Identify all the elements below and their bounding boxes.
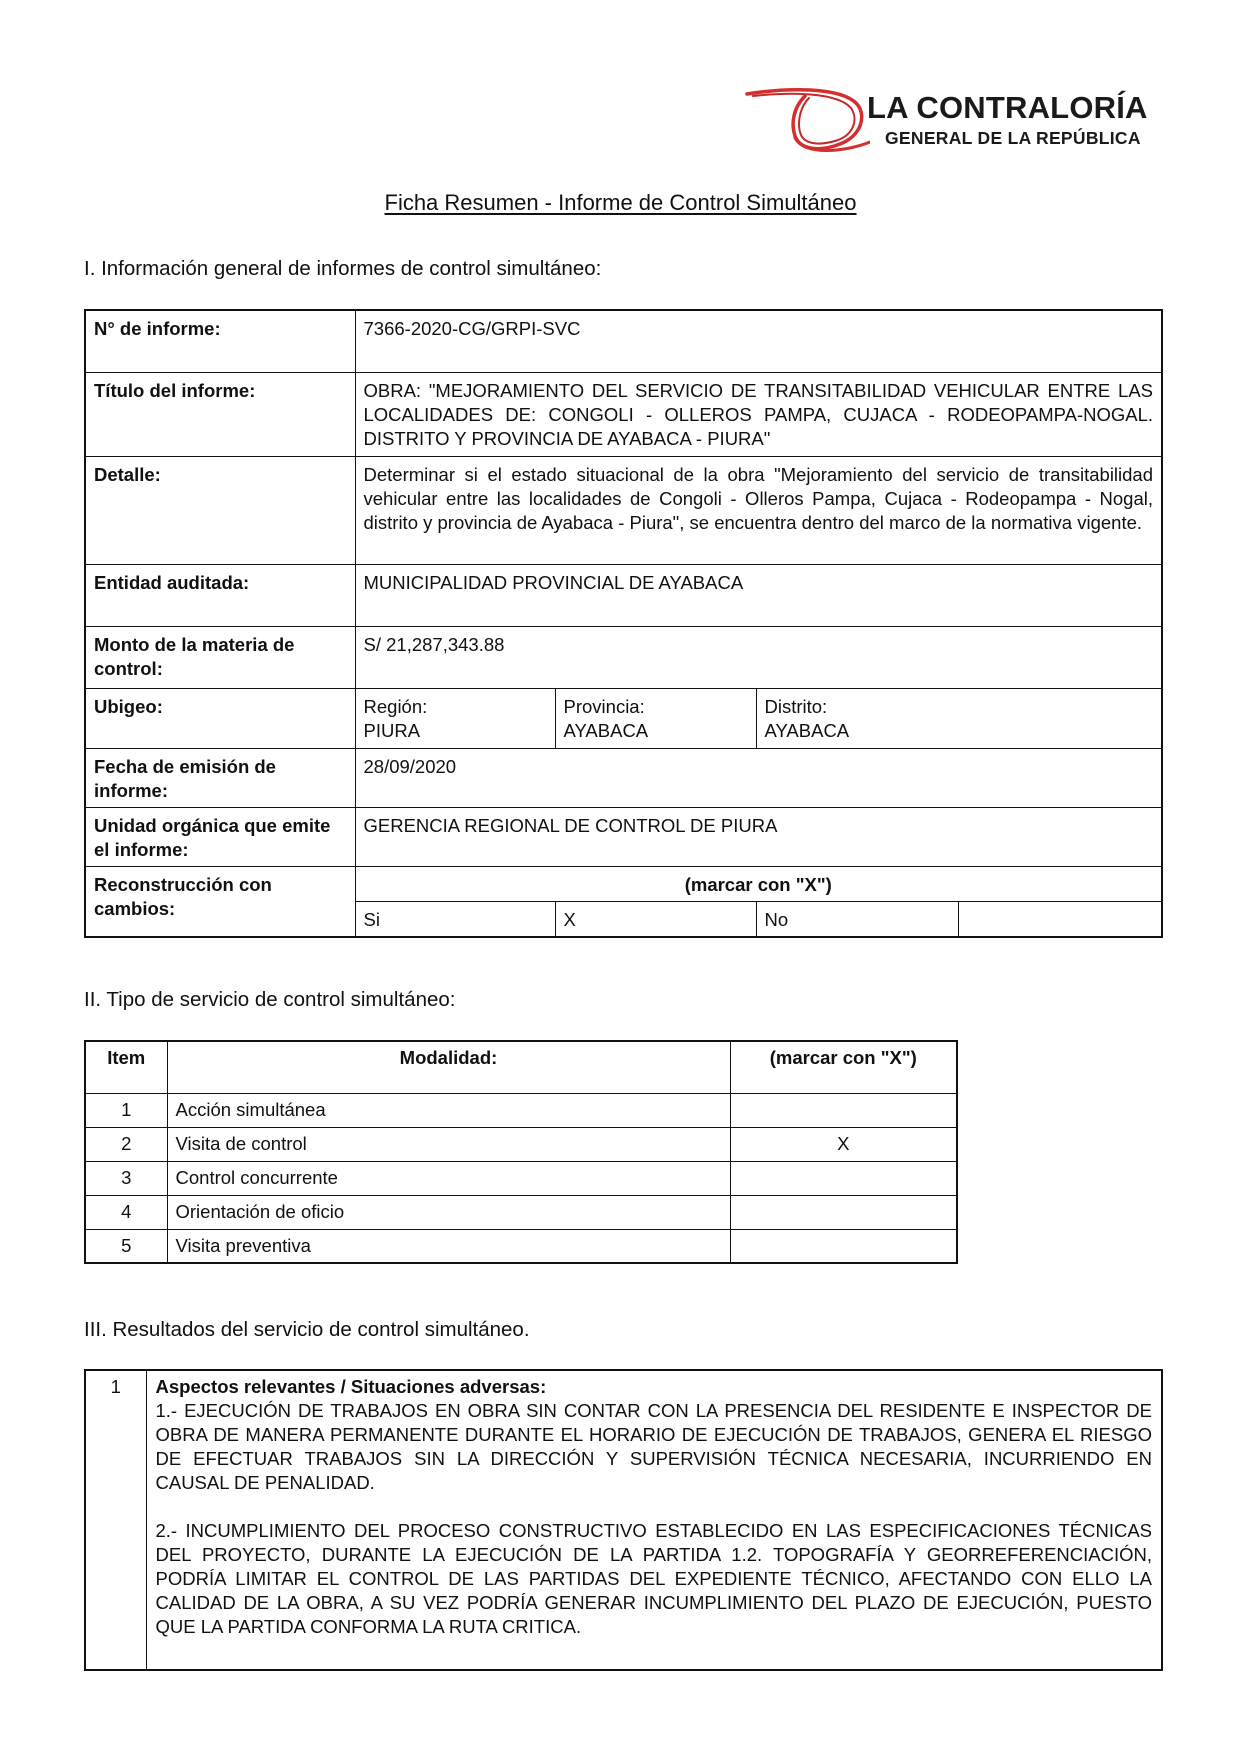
reconstruccion-no-label: No [756,901,958,937]
row-mark[interactable] [730,1229,957,1263]
value-detalle: Determinar si el estado situacional de la obra "Mejoramiento del servicio de transitabilidad vehicular entre las localidades de Congoli - Olleros Pampa, Cujaca - Rodeopampa - Nogal, distrito y provincia de Ayabaca - Piura", se encuentra dentro del marco de la normativa vigente. [355,456,1162,564]
row-fecha-emision [85,748,1162,807]
row-modalidad: Orientación de oficio [167,1195,730,1229]
ubigeo-region-value: PIURA [363,719,421,741]
label-fecha-emision: Fecha de emisión de informe: [85,748,355,807]
row-unidad-organica [85,807,1162,866]
results-item: 1 [85,1370,146,1670]
section-3-heading: III. Resultados del servicio de control simultáneo. [84,1318,530,1341]
row-modalidad: Visita preventiva [167,1229,730,1263]
row-item: 5 [85,1229,167,1263]
header-marcar: (marcar con "X") [730,1041,957,1093]
table-row [85,1161,957,1195]
logo-subtitle: GENERAL DE LA REPÚBLICA [885,128,1141,148]
row-item: 1 [85,1093,167,1127]
row-mark[interactable] [730,1093,957,1127]
row-detalle [85,456,1162,564]
row-item: 2 [85,1127,167,1161]
service-type-table [84,1040,958,1264]
row-reconstruccion [85,866,1162,901]
row-item: 4 [85,1195,167,1229]
label-reconstruccion: Reconstrucción con cambios: [85,866,355,937]
results-point-2: 2.- INCUMPLIMIENTO DEL PROCESO CONSTRUCTIVO ESTABLECIDO EN LAS ESPECIFICACIONES TÉCNICAS DEL PROYECTO, DURANTE LA EJECUCIÓN DE LA PARTIDA 1.2. TOPOGRAFÍA Y GEORREFERENCIACIÓN, PODRÍA LIMITAR EL CONTROL DE LAS PARTIDAS DEL EXPEDIENTE TÉCNICO, AFECTANDO CON ELLO LA CALIDAD DE LA OBRA, A SU VEZ PODRÍA GENERAR INCUMPLIMIENTO DEL PLAZO DE EJECUCIÓN, PUESTO QUE LA PARTIDA CONFORMA LA RUTA CRITICA. [155,1520,1152,1637]
section-1-heading: I. Información general de informes de control simultáneo: [84,257,602,280]
general-info-table [84,309,1163,938]
label-entidad-auditada: Entidad auditada: [85,564,355,626]
table-row [85,1127,957,1161]
results-point-1: 1.- EJECUCIÓN DE TRABAJOS EN OBRA SIN CONTAR CON LA PRESENCIA DEL RESIDENTE E INSPECTOR DE OBRA DE MANERA PERMANENTE DURANTE EL HORARIO DE EJECUCIÓN DE TRABAJOS, GENERA EL RIESGO DE EFECTUAR TRABAJOS SIN LA DIRECCIÓN Y SUPERVISIÓN TÉCNICA NECESARIA, INCURRIENDO EN CAUSAL DE PENALIDAD. [155,1400,1152,1493]
value-unidad-organica: GERENCIA REGIONAL DE CONTROL DE PIURA [355,807,1162,866]
ubigeo-region [355,688,555,748]
label-numero-informe: N° de informe: [85,310,355,372]
value-entidad-auditada: MUNICIPALIDAD PROVINCIAL DE AYABACA [355,564,1162,626]
label-unidad-organica: Unidad orgánica que emite el informe: [85,807,355,866]
ubigeo-distrito [756,688,1162,748]
value-fecha-emision: 28/09/2020 [355,748,1162,807]
row-modalidad: Control concurrente [167,1161,730,1195]
label-detalle: Detalle: [85,456,355,564]
table-row [85,1229,957,1263]
reconstruccion-no-mark[interactable] [958,901,1162,937]
header-item: Item [85,1041,167,1093]
row-numero-informe [85,310,1162,372]
row-item: 3 [85,1161,167,1195]
results-table [84,1369,1163,1671]
reconstruccion-si-label: Si [355,901,555,937]
ubigeo-distrito-value: AYABACA [764,719,850,741]
table-row [85,1195,957,1229]
results-title: Aspectos relevantes / Situaciones adversas: [155,1376,547,1397]
ubigeo-provincia-value: AYABACA [563,719,649,741]
row-modalidad: Acción simultánea [167,1093,730,1127]
row-monto [85,626,1162,688]
row-mark[interactable]: X [730,1127,957,1161]
document-title: Ficha Resumen - Informe de Control Simultáneo [384,190,857,215]
results-row [85,1370,1162,1670]
reconstruccion-instruction: (marcar con "X") [355,866,1162,901]
row-modalidad: Visita de control [167,1127,730,1161]
value-titulo-informe: OBRA: "MEJORAMIENTO DEL SERVICIO DE TRANSITABILIDAD VEHICULAR ENTRE LAS LOCALIDADES DE: CONGOLI - OLLEROS PAMPA, CUJACA - RODEOPAMPA-NOGAL. DISTRITO Y PROVINCIA DE AYABACA - PIURA" [355,372,1162,456]
ubigeo-region-label: Región: [363,695,428,717]
logo-title: LA CONTRALORÍA [867,90,1148,125]
contraloria-logo [745,86,1165,156]
row-entidad-auditada [85,564,1162,626]
label-titulo-informe: Título del informe: [85,372,355,456]
section-2-heading: II. Tipo de servicio de control simultáneo: [84,988,456,1011]
ubigeo-provincia-label: Provincia: [563,695,645,717]
ubigeo-provincia [555,688,756,748]
label-monto: Monto de la materia de control: [85,626,355,688]
reconstruccion-si-mark[interactable]: X [555,901,756,937]
table-row [85,1093,957,1127]
paragraph-spacer [156,1495,1153,1519]
row-titulo-informe [85,372,1162,456]
row-mark[interactable] [730,1161,957,1195]
service-type-header-row [85,1041,957,1093]
value-numero-informe: 7366-2020-CG/GRPI-SVC [355,310,1162,372]
row-ubigeo [85,688,1162,748]
header-modalidad: Modalidad: [167,1041,730,1093]
ubigeo-distrito-label: Distrito: [764,695,828,717]
label-ubigeo: Ubigeo: [85,688,355,748]
value-monto: S/ 21,287,343.88 [355,626,1162,688]
contraloria-swoosh-icon [745,86,870,156]
results-content [146,1370,1162,1670]
row-mark[interactable] [730,1195,957,1229]
